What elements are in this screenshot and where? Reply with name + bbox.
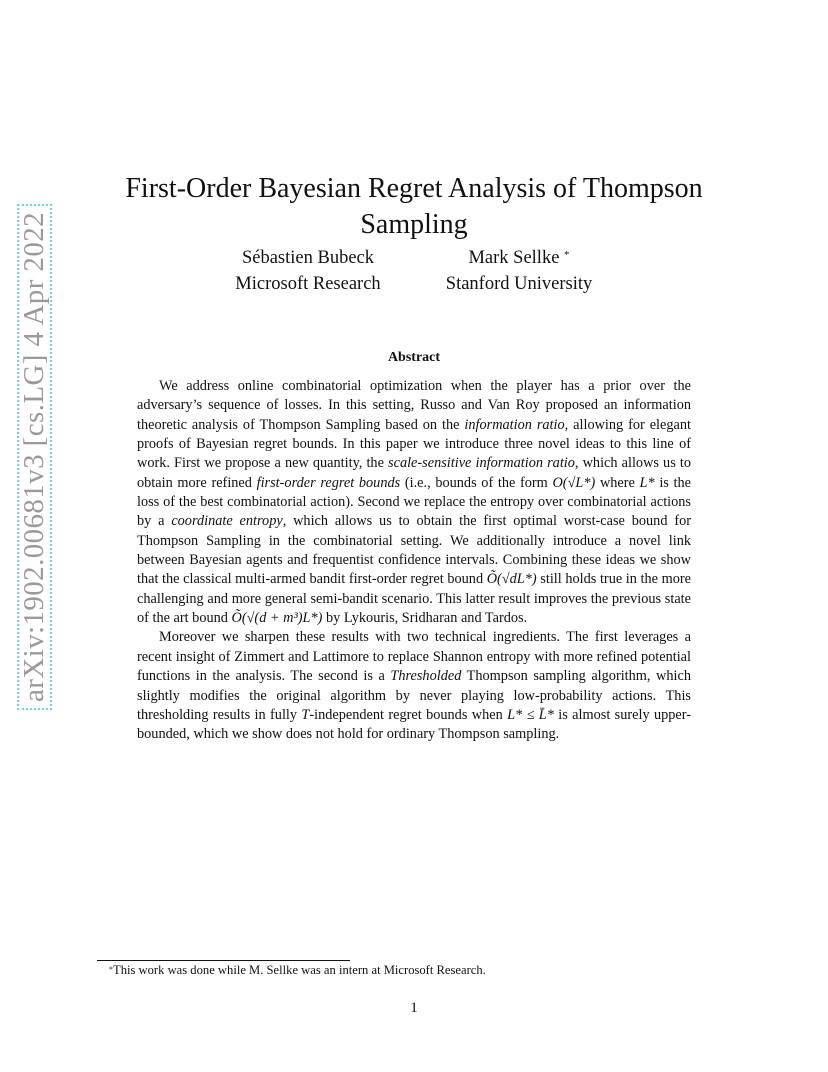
author-name: Mark Sellke * <box>468 248 570 268</box>
footnote: *This work was done while M. Sellke was an intern at Microsoft Research. <box>109 963 486 977</box>
math-expression: T <box>301 706 310 723</box>
author-block <box>425 245 613 297</box>
author-name: Sébastien Bubeck <box>241 248 375 268</box>
author-block <box>213 245 403 297</box>
abstract-paragraph: We address online combinatorial optimization when the player has a prior over the adversary’s sequence of losses. In this setting, Russo and Van Roy proposed an information theoretic analysis of Thompson Sampling based on the information ratio, allowing for elegant proofs of Bayesian regret bounds. In this paper we introduce three novel ideas to this line of work. First we propose a new quantity, the scale-sensitive information ratio, which allows us to obtain more refined first-order regret bounds (i.e., bounds of the form O(√L*) where L* is the loss of the best combinatorial action). Second we replace the entropy over combinatorial actions by a coordinate entropy, which allows us to obtain the first optimal worst-case bound for Thompson Sampling in the combinatorial setting. We additionally introduce a novel link between Bayesian agents and frequentist confidence intervals. Combining these ideas we show that the classical multi-armed bandit first-order regret bound Õ(√dL*) still holds true in the more challenging and more general semi-bandit scenario. This latter result improves the previous state of the art bound Õ(√(d + m³)L*) by Lykouris, Sridharan and Tardos. <box>137 378 692 627</box>
footnote-marker: * <box>564 249 570 261</box>
arxiv-identifier-stamp: arXiv:1902.00681v3 [cs.LG] 4 Apr 2022 <box>17 204 52 710</box>
page-number: 1 <box>410 1000 418 1016</box>
math-expression: L* <box>639 474 655 491</box>
math-expression: O(√L*) <box>552 474 596 491</box>
math-expression: Õ(√dL*) <box>486 571 537 588</box>
paper-title: First-Order Bayesian Regret Analysis of Thompson Sampling <box>125 172 703 240</box>
abstract-paragraph: Moreover we sharpen these results with two technical ingredients. The first leverages a recent insight of Zimmert and Lattimore to replace Shannon entropy with more refined potential functions in the analysis. The second is a Thresholded Thompson sampling algorithm, which slightly modifies the original algorithm by never playing low-probability actions. This thresholding results in fully T-independent regret bounds when L* ≤ L̄* is almost surely upper-bounded, which we show does not hold for ordinary Thompson sampling. <box>137 629 692 743</box>
abstract-body <box>137 377 691 745</box>
author-affiliation: Stanford University <box>445 274 593 294</box>
math-expression: L* ≤ L̄* <box>507 706 554 723</box>
math-expression: Õ(√(d + m³)L*) <box>231 610 323 627</box>
abstract-heading: Abstract <box>387 350 441 365</box>
footnote-divider <box>97 960 350 961</box>
author-affiliation: Microsoft Research <box>235 274 381 294</box>
